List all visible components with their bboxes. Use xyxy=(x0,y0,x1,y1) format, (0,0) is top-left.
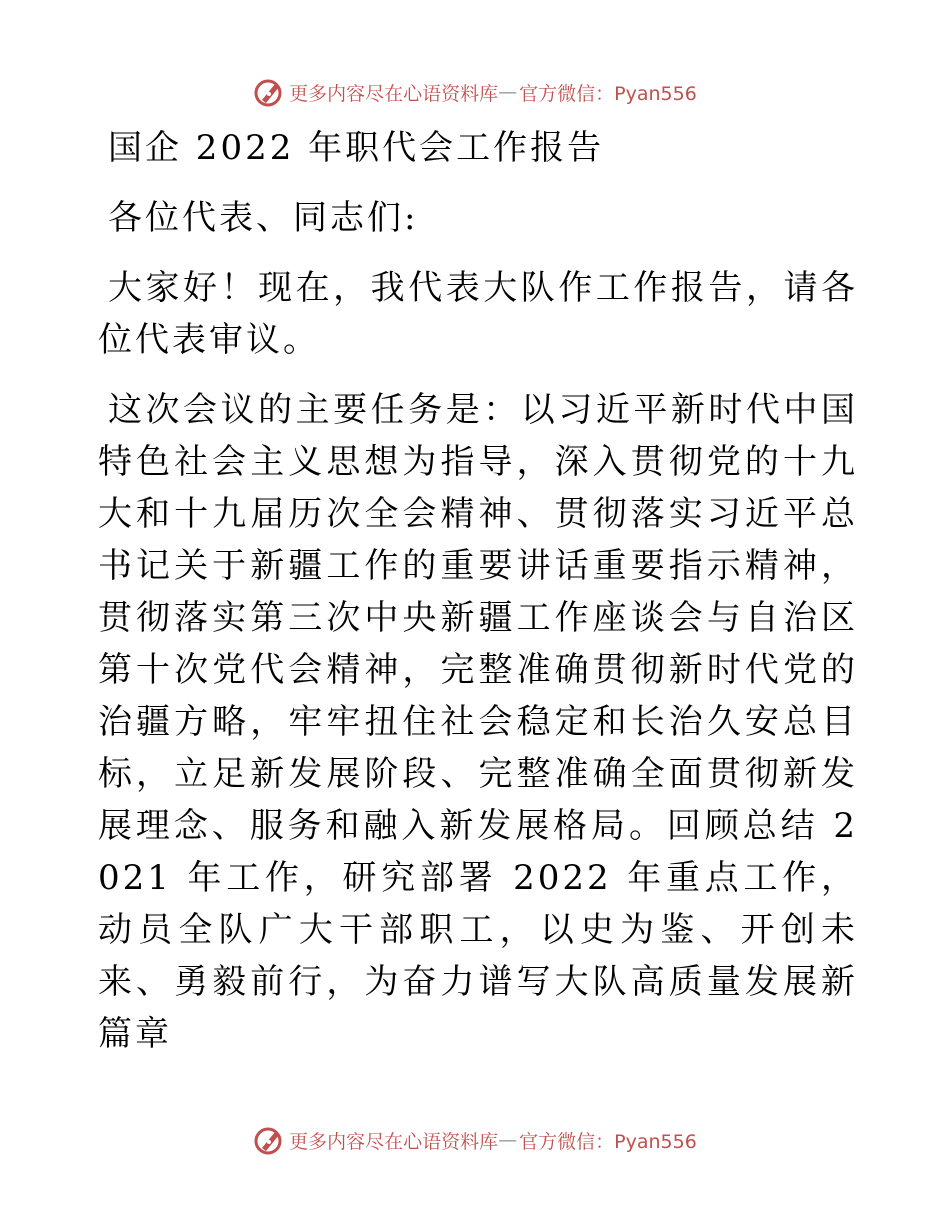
watermark-contact: 官方微信：Pyan556 xyxy=(519,82,697,105)
document-title: 国企 2022 年职代会工作报告 xyxy=(108,128,605,168)
footer-watermark xyxy=(0,1120,950,1160)
header-watermark xyxy=(0,72,950,112)
pen-nib-logo-icon xyxy=(253,1124,285,1156)
watermark-text: 更多内容尽在心语资料库 xyxy=(289,82,499,105)
document-salutation: 各位代表、同志们: xyxy=(108,198,419,238)
watermark-contact: 官方微信：Pyan556 xyxy=(519,1130,697,1153)
pen-nib-logo-icon xyxy=(253,76,285,108)
paragraph: 这次会议的主要任务是：以习近平新时代中国特色社会主义思想为指导，深入贯彻党的十九大和十九届历次全会精神、贯彻落实习近平总书记关于新疆工作的重要讲话重要指示精神，贯彻落实第三次中央新疆工作座谈会与自治区第十次党代会精神，完整准确贯彻新时代党的治疆方略，牢牢扭住社会稳定和长治久安总目标，立足新发展阶段、完整准确全面贯彻新发展理念、服务和融入新发展格局。回顾总结 2021 年工作，研究部署 2022 年重点工作，动员全队广大干部职工，以史为鉴、开创未来、勇毅前行，为奋力谱写大队高质量发展新篇章 xyxy=(98,390,858,1054)
watermark-separator: — xyxy=(498,81,518,103)
watermark-separator: — xyxy=(498,1129,518,1151)
watermark-text: 更多内容尽在心语资料库 xyxy=(289,1130,499,1153)
paragraph: 大家好！现在，我代表大队作工作报告，请各位代表审议。 xyxy=(98,268,858,360)
document-body xyxy=(98,122,858,1078)
